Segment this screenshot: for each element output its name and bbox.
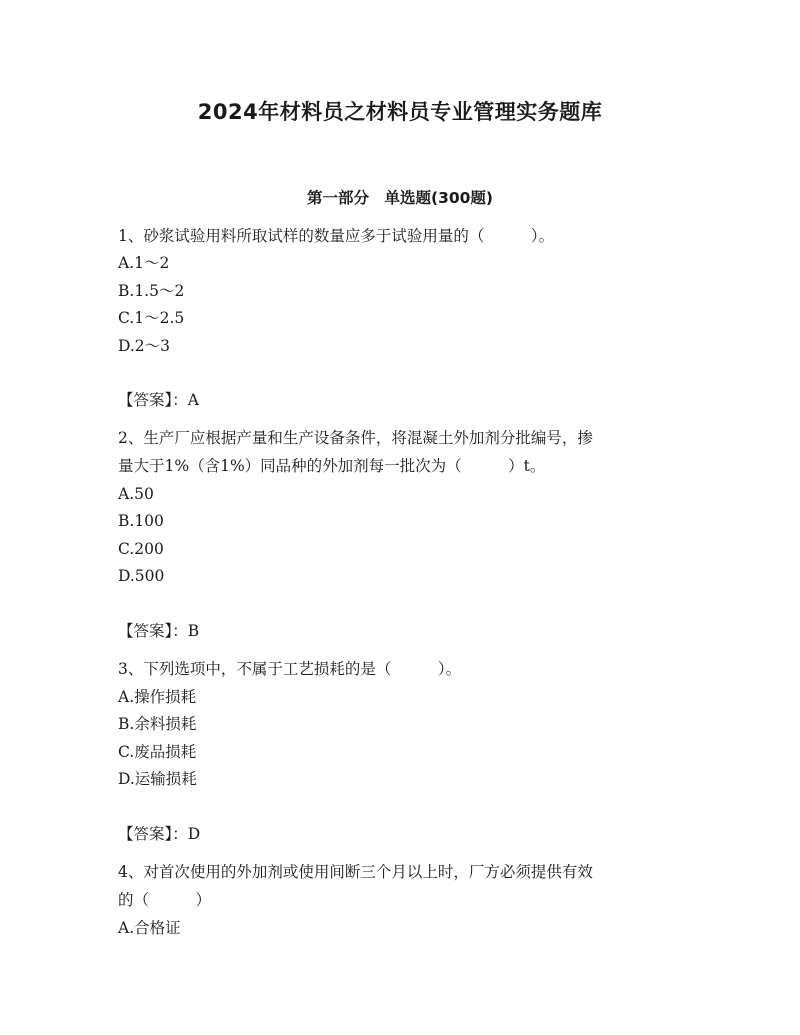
- section-title: 第一部分 单选题(300题): [306, 189, 494, 207]
- question-1-stem: 1、砂浆试验用料所取试样的数量应多于试验用量的（ ）。: [118, 227, 555, 245]
- question-2-answer: 【答案】：B: [118, 622, 200, 640]
- question-4-stem-line-1: 4、对首次使用的外加剂或使用间断三个月以上时，厂方必须提供有效: [118, 863, 593, 881]
- question-2-option-c: C.200: [118, 540, 164, 558]
- question-1-answer: 【答案】：A: [118, 391, 199, 409]
- question-2-stem-line-2: 量大于1%（含1%）同品种的外加剂每一批次为（ ）t。: [118, 457, 546, 475]
- question-4-option-a: A.合格证: [118, 919, 181, 937]
- page-title: 2024年材料员之材料员专业管理实务题库: [197, 100, 603, 124]
- question-2-option-b: B.100: [118, 512, 164, 530]
- question-2-option-d: D.500: [118, 567, 165, 585]
- question-3-option-c: C.废品损耗: [118, 743, 197, 761]
- question-2-stem-line-1: 2、生产厂应根据产量和生产设备条件，将混凝土外加剂分批编号，掺: [118, 429, 593, 447]
- question-3-answer: 【答案】：D: [118, 825, 201, 843]
- question-4-stem-line-2: 的（ ）: [118, 891, 212, 909]
- question-3-option-a: A.操作损耗: [118, 688, 197, 706]
- question-3-option-b: B.余料损耗: [118, 715, 197, 733]
- question-1-option-c: C.1～2.5: [118, 309, 185, 327]
- question-1-option-d: D.2～3: [118, 337, 171, 355]
- question-1-option-b: B.1.5～2: [118, 282, 185, 300]
- question-3-stem: 3、下列选项中，不属于工艺损耗的是（ ）。: [118, 660, 462, 678]
- question-3-option-d: D.运输损耗: [118, 770, 197, 788]
- question-2-option-a: A.50: [118, 485, 154, 503]
- question-1-option-a: A.1～2: [118, 254, 170, 272]
